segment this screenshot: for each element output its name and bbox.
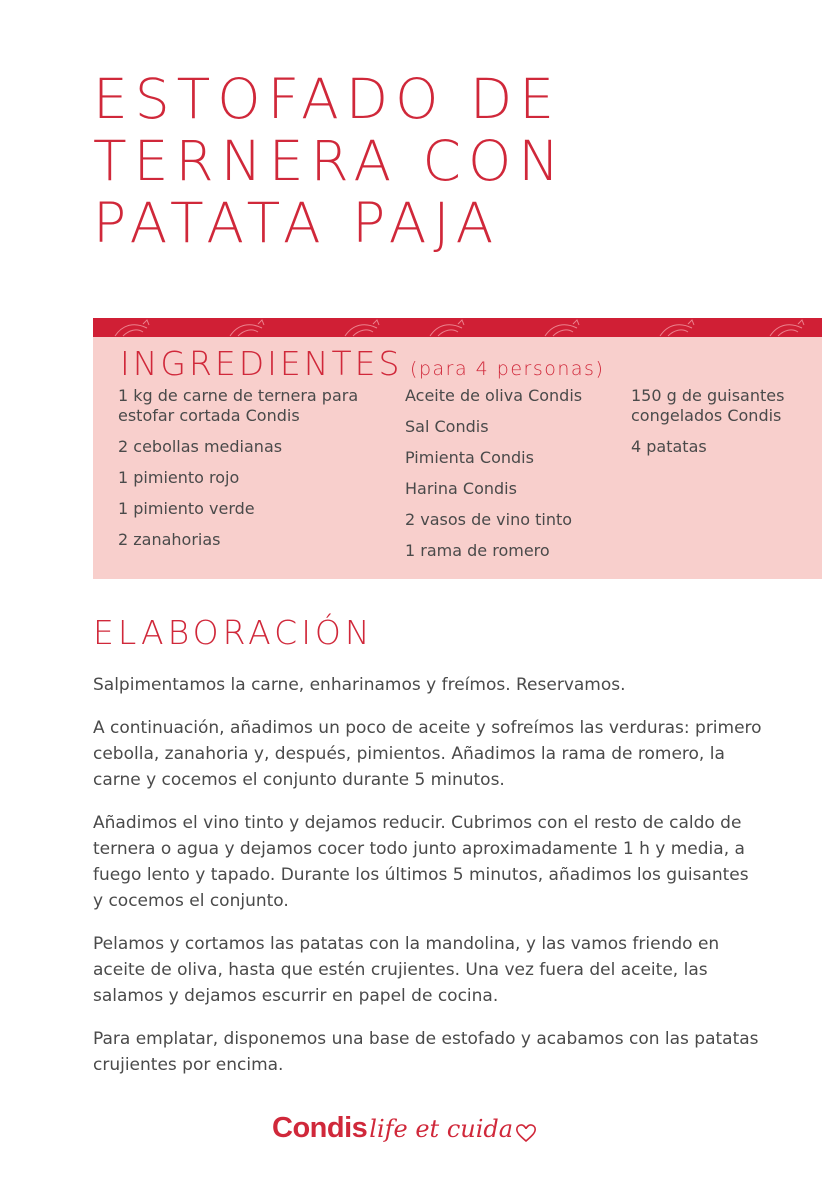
step-paragraph: Añadimos el vino tinto y dejamos reducir. Cubrimos con el resto de caldo de ternera o agua y dejamos cocer todo junto aproximadamente 1 h y media, a fuego lento y tapado. Durante los últimos 5 minutos, añadimos los guisantes y cocemos el conjunto. (93, 813, 749, 911)
heart-icon (515, 1123, 537, 1143)
elaboration-heading: ELABORACIÓN (93, 613, 374, 652)
ingredient-item: Harina Condis (405, 479, 517, 498)
recipe-title (93, 68, 566, 254)
title-line: TERNERA CON (93, 129, 567, 193)
logo-tagline: life et cuida (369, 1115, 514, 1143)
title-line: PATATA PAJA (93, 191, 501, 255)
step-paragraph: Para emplatar, disponemos una base de estofado y acabamos con las patatas crujientes por encima. (93, 1029, 759, 1075)
ingredients-band (93, 318, 822, 337)
ingredient-item: 2 cebollas medianas (118, 437, 283, 456)
logo-brand: Condis (272, 1112, 368, 1144)
servings-note: (para 4 personas) (410, 358, 605, 380)
ingredient-item: 1 rama de romero (405, 541, 550, 560)
elaboration-steps (93, 672, 763, 1095)
bird-pattern-icon (93, 318, 822, 337)
ingredient-item: Sal Condis (405, 417, 489, 436)
title-line: ESTOFADO DE (93, 67, 561, 131)
ingredient-item: 2 vasos de vino tinto (405, 510, 573, 529)
ingredients-title: INGREDIENTES (120, 344, 403, 383)
ingredient-item: 4 patatas (631, 437, 707, 456)
ingredient-item: 150 g de guisantes congelados Condis (631, 386, 785, 425)
step-paragraph: A continuación, añadimos un poco de aceite y sofreímos las verduras: primero cebolla, zanahoria y, después, pimientos. Añadimos la rama de romero, la carne y cocemos el conjunto durante 5 minutos. (93, 718, 762, 790)
ingredients-column-3 (631, 386, 811, 468)
step-paragraph: Pelamos y cortamos las patatas con la mandolina, y las vamos friendo en aceite de oliva, hasta que estén crujientes. Una vez fuera del aceite, las salamos y dejamos escurrir en papel de cocina. (93, 934, 720, 1006)
ingredients-column-2 (405, 386, 620, 572)
ingredient-item: Aceite de oliva Condis (405, 386, 583, 405)
ingredients-column-1 (118, 386, 383, 561)
ingredient-item: 1 kg de carne de ternera para estofar cortada Condis (118, 386, 359, 425)
step-paragraph: Salpimentamos la carne, enharinamos y freímos. Reservamos. (93, 675, 626, 695)
ingredient-item: 2 zanahorias (118, 530, 221, 549)
ingredient-item: 1 pimiento verde (118, 499, 255, 518)
ingredient-item: 1 pimiento rojo (118, 468, 240, 487)
ingredients-heading (120, 344, 604, 383)
condis-logo (272, 1112, 537, 1145)
ingredient-item: Pimienta Condis (405, 448, 534, 467)
